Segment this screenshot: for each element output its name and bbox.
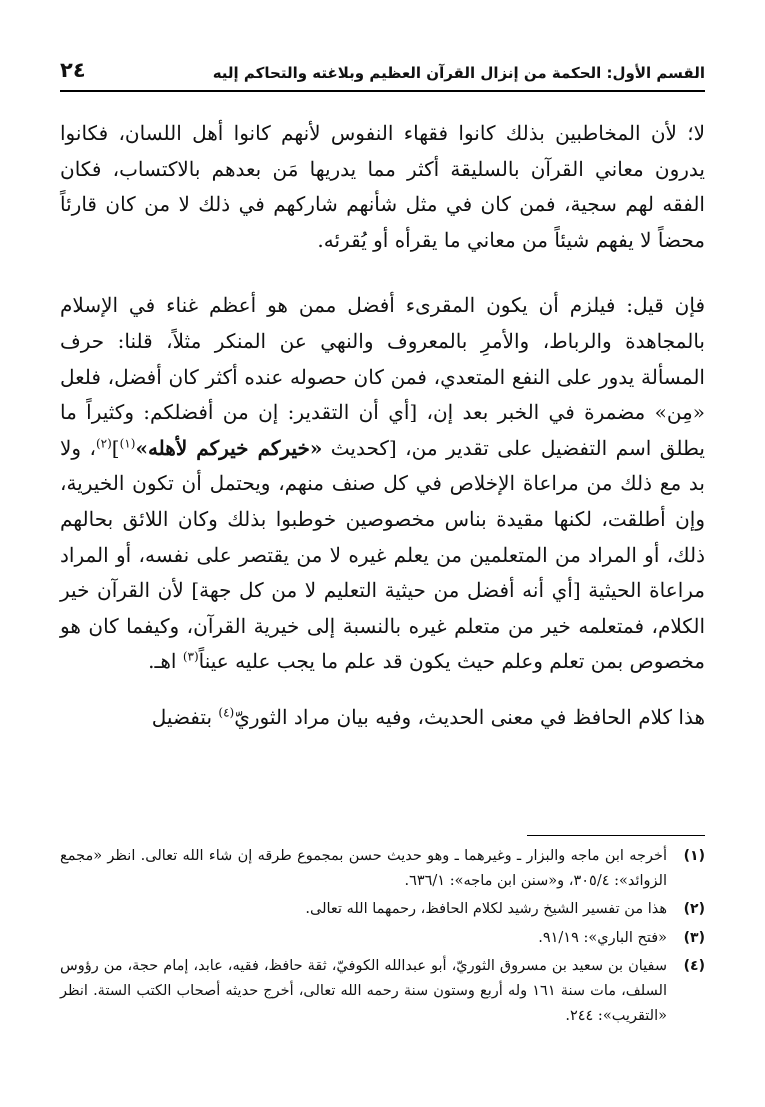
footnote-ref-3: (٣) bbox=[182, 649, 199, 664]
footnote-item bbox=[60, 954, 705, 1030]
paragraph-2 bbox=[60, 288, 705, 680]
footnote-ref-4: (٤) bbox=[218, 705, 235, 720]
footnote-ref-2: (٢) bbox=[95, 436, 112, 451]
footnote-item bbox=[60, 844, 705, 894]
paragraph-2-end: اهـ. bbox=[148, 649, 183, 674]
footnote-divider bbox=[527, 835, 705, 836]
paragraph-3-text-a: هذا كلام الحافظ في معنى الحديث، وفيه بيان مراد الثوريّ bbox=[234, 704, 705, 729]
paragraph-1: لا؛ لأن المخاطبين بذلك كانوا فقهاء النفوس لأنهم كانوا أهل اللسان، فكانوا يدرون معاني القرآن بالسليقة أكثر مما يدريها مَن بعدهم بالاكتساب، فكان الفقه لهم سجية، فمن كان في مثل شأنهم شاركهم في ذلك لا من كان قارئاً محضاً لا يفهم شيئاً من معاني ما يقرأه أو يُقرئه. bbox=[60, 121, 705, 252]
footnote-text: سفيان بن سعيد بن مسروق الثوريّ، أبو عبدالله الكوفيّ، ثقة حافظ، فقيه، عابد، إمام حجة، من رؤوس السلف، مات سنة ١٦١ وله أربع وستون سنة رحمه الله تعالى، أخرج حديثه أصحاب الكتب الستة. انظر «التقريب»: ٢٤٤. bbox=[60, 957, 667, 1025]
paragraph-3-text-b: بتفضيل bbox=[151, 704, 219, 729]
main-text bbox=[60, 112, 705, 736]
page-number: ٢٤ bbox=[60, 58, 86, 82]
footnote-number: (٤) bbox=[683, 957, 705, 974]
paragraph-3 bbox=[60, 700, 705, 736]
hadith-quote: «خيركم خيركم لأهله» bbox=[135, 435, 323, 460]
footnote-item bbox=[60, 897, 705, 922]
footnote-ref-1: (١) bbox=[119, 436, 136, 451]
footnote-number: (٣) bbox=[683, 929, 705, 946]
header-divider bbox=[60, 90, 705, 92]
closing-bracket: ] bbox=[111, 435, 120, 460]
page-header bbox=[60, 58, 705, 92]
footnotes bbox=[60, 844, 705, 1032]
footnote-number: (١) bbox=[683, 848, 705, 864]
footnote-text: أخرجه ابن ماجه والبزار ـ وغيرهما ـ وهو حديث حسن بمجموع طرقه إن شاء الله تعالى. انظر «مجمع الزوائد»: ٣٠٥/٤، و«سنن ابن ماجه»: ٦٣٦/١. bbox=[60, 848, 667, 890]
footnote-text: «فتح الباري»: ٩١/١٩. bbox=[538, 929, 667, 946]
running-title: القسم الأول: الحكمة من إنزال القرآن العظيم وبلاغته والتحاكم إليه bbox=[212, 64, 705, 82]
paragraph-2-text-b: ، ولا بد مع ذلك من مراعاة الإخلاص في كل صنف منهم، ويحتمل أن تكون الخيرية، وإن أطلقت، لكنها مقيدة بناس مخصوصين خوطبوا بذلك وكان اللائق بحالهم ذلك، أو المراد من المتعلمين من يعلم غيره لا من يقتصر على نفسه، أو المراد مراعاة الحيثية [أي أنه أفضل من حيثية التعليم لا من كل جهة] لأن القرآن خير الكلام، فمتعلمه خير من متعلم غيره بالنسبة إلى خيرية القرآن، وكيفما كان هو مخصوص بمن تعلم وعلم حيث يكون قد علم ما يجب عليه عيناً bbox=[60, 435, 705, 674]
footnote-number: (٢) bbox=[683, 901, 705, 918]
footnote-item bbox=[60, 926, 705, 951]
footnote-text: هذا من تفسير الشيخ رشيد لكلام الحافظ، رحمهما الله تعالى. bbox=[305, 901, 667, 918]
paragraph-2-text-a: فإن قيل: فيلزم أن يكون المقرىء أفضل ممن هو أعظم غناء في الإسلام بالمجاهدة والرباط، والأمرِ بالمعروف والنهي عن المنكر مثلاً، قلنا: حرف المسألة يدور على النفع المتعدي، فمن كان حصوله عنده أكثر كان أفضل، فلعل «مِن» مضمرة في الخبر بعد إن، [أي أن التقدير: إن من أفضلكم: وكثيراً ما يطلق اسم التفضيل على تقدير من، [كحديث bbox=[60, 293, 705, 460]
